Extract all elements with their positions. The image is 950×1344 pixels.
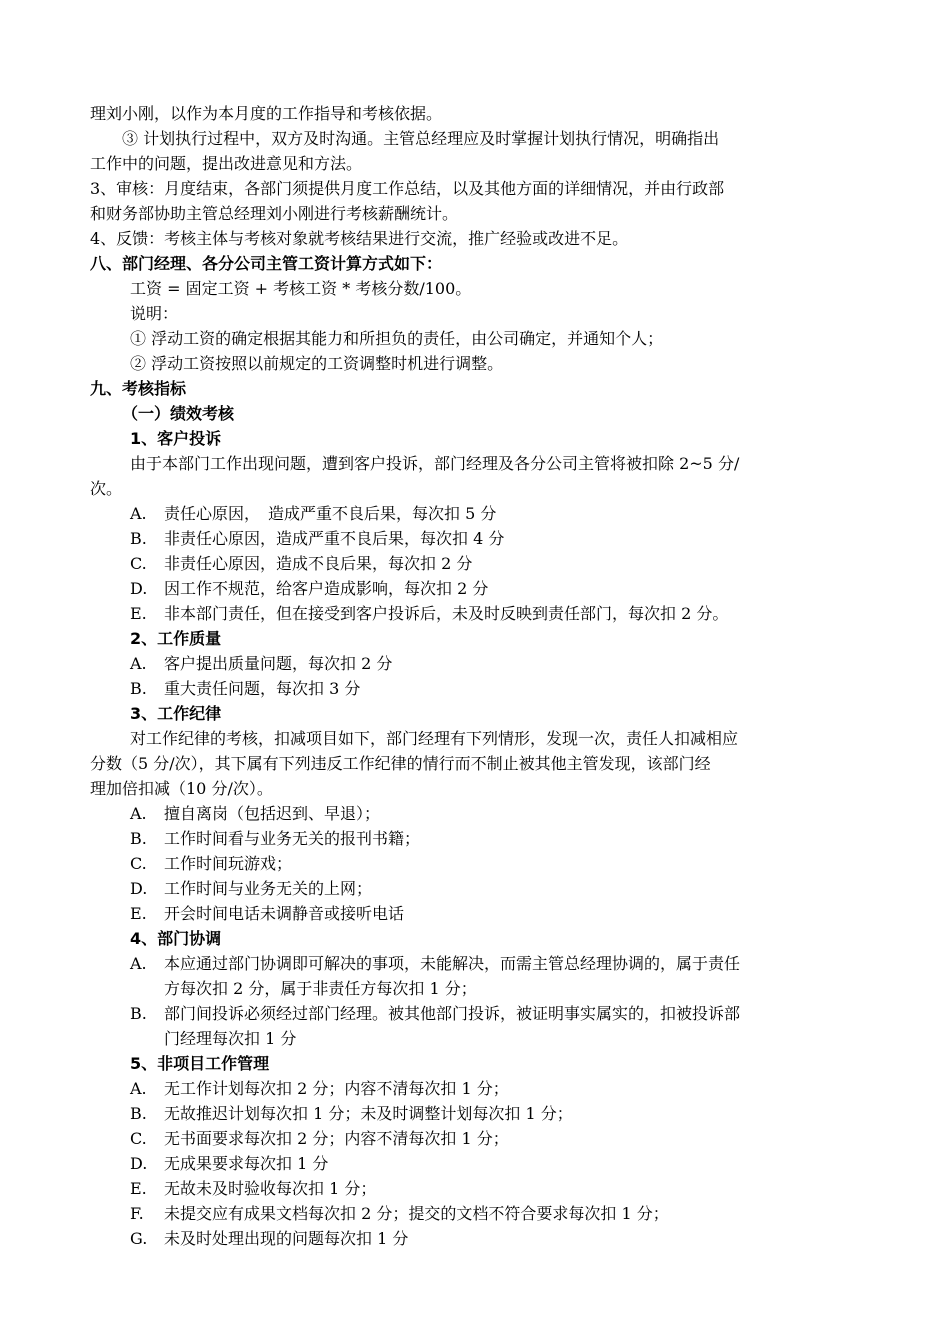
list-text: 非责任心原因，造成不良后果，每次扣 2 分 <box>164 554 473 573</box>
list-text: 门经理每次扣 1 分 <box>164 1029 297 1048</box>
list-text: 无故未及时验收每次扣 1 分； <box>164 1179 377 1198</box>
list-label: D. <box>130 1154 148 1173</box>
item-heading: 3、工作纪律 <box>130 704 222 723</box>
list-label: B. <box>130 679 147 698</box>
list-label: A. <box>130 954 147 973</box>
list-text: 开会时间电话未调静音或接听电话 <box>164 904 405 923</box>
list-text: 未及时处理出现的问题每次扣 1 分 <box>164 1229 409 1248</box>
list-label: A. <box>130 504 147 523</box>
list-text: 方每次扣 2 分，属于非责任方每次扣 1 分； <box>164 979 477 998</box>
list-text: 本应通过部门协调即可解决的事项，未能解决，而需主管总经理协调的，属于责任 <box>164 954 741 973</box>
list-label: A. <box>130 804 147 823</box>
list-label: E. <box>130 604 147 623</box>
intro-line: 3、审核：月度结束，各部门须提供月度工作总结，以及其他方面的详细情况，并由行政部 <box>90 179 725 198</box>
item-heading: 2、工作质量 <box>130 629 222 648</box>
list-text: 无书面要求每次扣 2 分；内容不清每次扣 1 分； <box>164 1129 509 1148</box>
list-item <box>0 951 950 1001</box>
subsection-heading: （一）绩效考核 <box>122 404 235 423</box>
list-label: E. <box>130 904 147 923</box>
list-text: 客户提出质量问题，每次扣 2 分 <box>164 654 393 673</box>
list-text: 非本部门责任，但在接受到客户投诉后，未及时反映到责任部门，每次扣 2 分。 <box>164 604 729 623</box>
list-text: 工作时间看与业务无关的报刊书籍； <box>164 829 421 848</box>
list-text: 擅自离岗（包括迟到、早退）； <box>164 804 381 823</box>
list-label: B. <box>130 829 147 848</box>
list-text: 未提交应有成果文档每次扣 2 分；提交的文档不符合要求每次扣 1 分； <box>164 1204 669 1223</box>
list-label: B. <box>130 1004 147 1023</box>
list-label: B. <box>130 1104 147 1123</box>
note-label: 说明： <box>130 304 179 323</box>
list-label: E. <box>130 1179 147 1198</box>
paragraph-line: 对工作纪律的考核，扣减项目如下，部门经理有下列情形，发现一次，责任人扣减相应 <box>130 729 739 748</box>
paragraph-line: 分数（5 分/次），其下属有下列违反工作纪律的情行而不制止被其他主管发现，该部门经 <box>90 754 711 773</box>
intro-line: 4、反馈：考核主体与考核对象就考核结果进行交流，推广经验或改进不足。 <box>90 229 629 248</box>
list-text: 工作时间玩游戏； <box>164 854 293 873</box>
list-label: C. <box>130 854 147 873</box>
list-text: 非责任心原因，造成严重不良后果，每次扣 4 分 <box>164 529 505 548</box>
item-heading: 4、部门协调 <box>130 929 222 948</box>
paragraph-line: 次。 <box>90 479 123 498</box>
note-line: ① 浮动工资的确定根据其能力和所担负的责任，由公司确定，并通知个人； <box>130 329 664 348</box>
list-label: C. <box>130 554 147 573</box>
section-heading: 九、考核指标 <box>90 379 187 398</box>
list-label: C. <box>130 1129 147 1148</box>
list-text: 无故推迟计划每次扣 1 分；未及时调整计划每次扣 1 分； <box>164 1104 573 1123</box>
list-text: 责任心原因， 造成严重不良后果，每次扣 5 分 <box>164 504 497 523</box>
salary-formula: 工资 = 固定工资 + 考核工资 * 考核分数/100。 <box>130 279 472 298</box>
list-text: 部门间投诉必须经过部门经理。被其他部门投诉，被证明事实属实的，扣被投诉部 <box>164 1004 741 1023</box>
list-label: G. <box>130 1229 148 1248</box>
item-heading: 5、非项目工作管理 <box>130 1054 270 1073</box>
intro-line: ③ 计划执行过程中，双方及时沟通。主管总经理应及时掌握计划执行情况，明确指出 <box>122 129 720 148</box>
list-item <box>0 1001 950 1051</box>
intro-line: 理刘小刚，以作为本月度的工作指导和考核依据。 <box>90 104 443 123</box>
list-text: 因工作不规范，给客户造成影响，每次扣 2 分 <box>164 579 489 598</box>
list-text: 工作时间与业务无关的上网； <box>164 879 373 898</box>
list-text: 重大责任问题，每次扣 3 分 <box>164 679 361 698</box>
item-heading: 1、客户投诉 <box>130 429 222 448</box>
list-label: A. <box>130 654 147 673</box>
list-label: B. <box>130 529 147 548</box>
list-label: D. <box>130 879 148 898</box>
paragraph-line: 理加倍扣减（10 分/次）。 <box>90 779 273 798</box>
section-heading: 八、部门经理、各分公司主管工资计算方式如下： <box>90 254 443 273</box>
list-text: 无工作计划每次扣 2 分；内容不清每次扣 1 分； <box>164 1079 509 1098</box>
list-label: D. <box>130 579 148 598</box>
intro-line: 和财务部协助主管总经理刘小刚进行考核薪酬统计。 <box>90 204 459 223</box>
list-label: A. <box>130 1079 147 1098</box>
intro-line: 工作中的问题，提出改进意见和方法。 <box>90 154 363 173</box>
paragraph-line: 由于本部门工作出现问题，遭到客户投诉，部门经理及各分公司主管将被扣除 2~5 分/ <box>130 454 740 473</box>
list-text: 无成果要求每次扣 1 分 <box>164 1154 329 1173</box>
list-label: F. <box>130 1204 144 1223</box>
note-line: ② 浮动工资按照以前规定的工资调整时机进行调整。 <box>130 354 504 373</box>
